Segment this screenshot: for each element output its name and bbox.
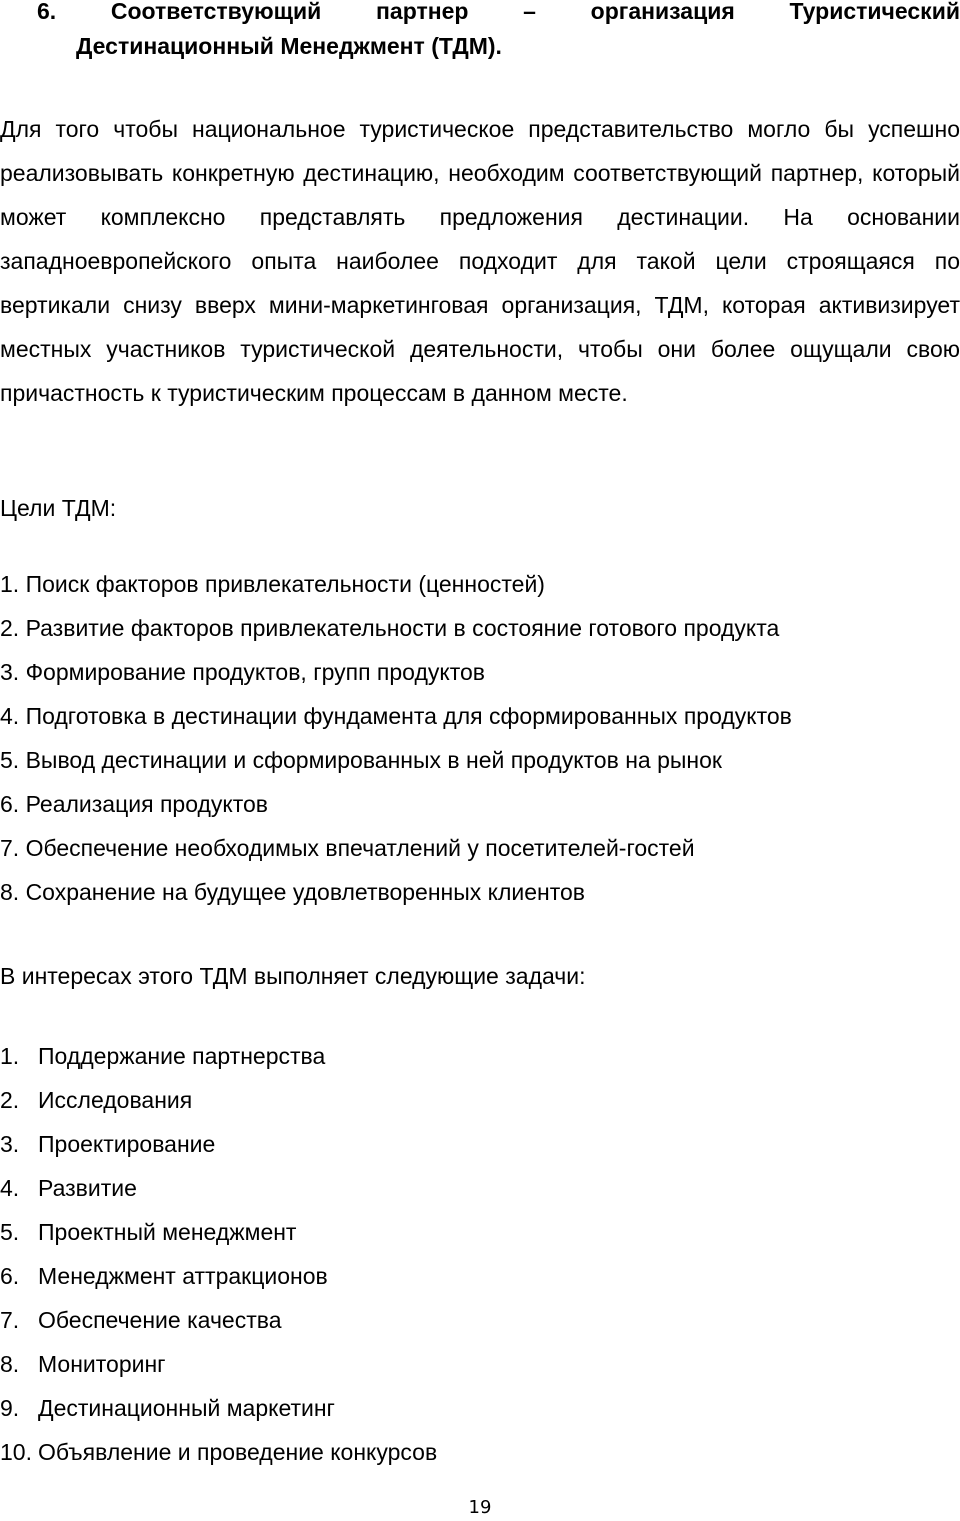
page-number: 19 (468, 1497, 492, 1518)
task-text: Дестинационный маркетинг (38, 1395, 335, 1421)
task-item (0, 1210, 960, 1254)
task-item (0, 1254, 960, 1298)
tasks-title: В интересах этого ТДМ выполняет следующие задачи: (0, 963, 586, 989)
task-text: Исследования (38, 1087, 193, 1113)
heading-word: Туристический (789, 0, 960, 24)
task-number: 7. (0, 1307, 20, 1333)
task-text: Мониторинг (38, 1351, 166, 1377)
task-number: 4. (0, 1175, 20, 1201)
goal-item: 8. Сохранение на будущее удовлетворенных клиентов (0, 879, 586, 905)
task-number: 9. (0, 1395, 20, 1421)
task-item (0, 1298, 960, 1342)
heading-word: Соответствующий (110, 0, 322, 24)
goal-item: 2. Развитие факторов привлекательности в состояние готового продукта (0, 615, 780, 641)
goals-list (0, 562, 960, 914)
task-text: Объявление и проведение конкурсов (38, 1439, 438, 1465)
heading-word: 6. (37, 0, 57, 24)
task-item (0, 1078, 960, 1122)
task-number: 5. (0, 1219, 20, 1245)
goal-item: 6. Реализация продуктов (0, 791, 269, 817)
task-number: 6. (0, 1263, 20, 1289)
goal-item: 7. Обеспечение необходимых впечатлений у посетителей-гостей (0, 835, 695, 861)
tasks-list (0, 1034, 960, 1474)
task-item (0, 1386, 960, 1430)
heading-line-2: Дестинационный Менеджмент (ТДМ). (76, 33, 502, 59)
task-text: Развитие (38, 1175, 137, 1201)
goal-item: 4. Подготовка в дестинации фундамента для сформированных продуктов (0, 703, 792, 729)
heading-word: – (523, 0, 536, 24)
task-text: Проектирование (38, 1131, 216, 1157)
goal-item: 3. Формирование продуктов, групп продуктов (0, 659, 485, 685)
heading-word: партнер (376, 0, 469, 24)
goals-title: Цели ТДМ: (0, 495, 117, 521)
task-text: Менеджмент аттракционов (38, 1263, 328, 1289)
goal-item: 1. Поиск факторов привлекательности (ценностей) (0, 571, 545, 597)
task-item (0, 1342, 960, 1386)
heading-line-1 (37, 0, 960, 29)
task-text: Поддержание партнерства (38, 1043, 326, 1069)
task-item (0, 1034, 960, 1078)
heading-word: организация (590, 0, 735, 24)
intro-paragraph: Для того чтобы национальное туристическое представительство могло бы успешно реализовывать конкретную дестинацию, необходим соответствующий партнер, который может комплексно представлять предложения дестинации. На основании западноевропейского опыта наиболее подходит для такой цели строящаяся по вертикали снизу вверх мини-маркетинговая организация, ТДМ, которая активизирует местных участников туристической деятельности, чтобы они более ощущали свою причастность к туристическим процессам в данном месте. (0, 116, 960, 406)
task-number: 10. (0, 1439, 32, 1465)
task-text: Обеспечение качества (38, 1307, 282, 1333)
task-text: Проектный менеджмент (38, 1219, 297, 1245)
goal-item: 5. Вывод дестинации и сформированных в ней продуктов на рынок (0, 747, 722, 773)
task-number: 2. (0, 1087, 20, 1113)
section-heading (37, 0, 960, 64)
task-item (0, 1430, 960, 1474)
task-item (0, 1122, 960, 1166)
task-item (0, 1166, 960, 1210)
task-number: 1. (0, 1043, 20, 1069)
task-number: 8. (0, 1351, 20, 1377)
task-number: 3. (0, 1131, 20, 1157)
